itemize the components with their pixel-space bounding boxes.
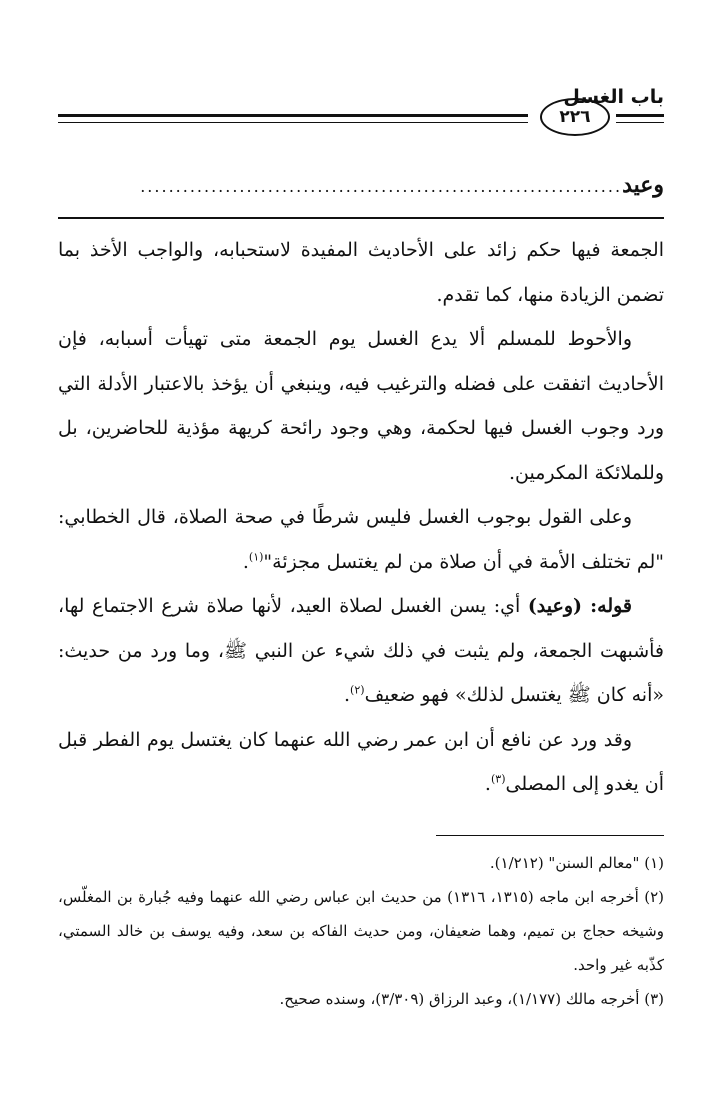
- footnote-ref: (٣): [490, 772, 506, 786]
- header-rule: [616, 114, 664, 117]
- paragraph: [58, 495, 664, 584]
- paragraph: والأحوط للمسلم ألا يدع الغسل يوم الجمعة متى تهيأت أسبابه، فإن الأحاديث اتفقت على فضله والترغيب فيه، وينبغي أن يؤخذ بالاعتبار الأدلة التي ورد وجوب الغسل فيها لحكمة، وهي وجود رائحة كريهة مؤذية للحاضرين، بل وللملائكة المكرمين.: [58, 328, 664, 484]
- chapter-title: باب الغسل: [563, 86, 664, 108]
- header-rule: [58, 122, 528, 123]
- paragraph: [58, 718, 664, 807]
- footnote: (٢) أخرجه ابن ماجه (١٣١٥، ١٣١٦) من حديث ابن عباس رضي الله عنهما وفيه جُبارة بن المغلّس، وشيخه حجاج بن تميم، وهما ضعيفان، ومن حديث الفاكه بن سعد، وفيه يوسف بن خالد السمتي، كذّبه غير واحد.: [58, 888, 664, 974]
- main-text: [58, 228, 664, 807]
- paragraph-text: وعلى القول بوجوب الغسل فليس شرطًا في صحة الصلاة، قال الخطابي: "لم تختلف الأمة في أن صلاة من لم يغتسل مجزئة": [58, 506, 664, 573]
- paragraph: [58, 584, 664, 718]
- header-rule: [616, 122, 664, 123]
- paragraph-end: .: [484, 773, 491, 795]
- paragraph-text: وقد ورد عن نافع أن ابن عمر رضي الله عنهما كان يغتسل يوم الفطر قبل أن يغدو إلى المصلى: [58, 728, 664, 795]
- footnote-separator: [436, 835, 664, 836]
- paragraph-end: .: [242, 550, 249, 573]
- page-number: ٢٢٦: [540, 98, 610, 136]
- footnotes: [58, 846, 664, 1016]
- paragraph: الجمعة فيها حكم زائد على الأحاديث المفيدة لاستحبابه، والواجب الأخذ بما تضمن الزيادة منها، كما تقدم.: [58, 239, 664, 306]
- entry-dots: ....................................................................: [140, 177, 623, 196]
- entry-heading: [58, 172, 664, 204]
- paragraph-label: قوله: (وعيد): [527, 595, 633, 617]
- header-rule: [58, 114, 528, 117]
- entry-word: وعيد: [622, 172, 664, 198]
- footnote: (١) "معالم السنن" (١/٢١٢).: [489, 854, 664, 872]
- paragraph-text: أي: يسن الغسل لصلاة العيد، لأنها صلاة شرع الاجتماع لها، فأشبهت الجمعة، ولم يثبت في ذلك شيء عن النبي ﷺ، وما ورد من حديث: «أنه كان ﷺ يغتسل لذلك» فهو ضعيف: [58, 595, 664, 706]
- footnote-ref: (١): [248, 550, 264, 564]
- footnote: (٣) أخرجه مالك (١/١٧٧)، وعبد الرزاق (٣/٣٠٩)، وسنده صحيح.: [279, 990, 664, 1008]
- footnote-ref: (٢): [350, 683, 365, 697]
- entry-rule: [58, 217, 664, 219]
- paragraph-end: .: [344, 684, 351, 706]
